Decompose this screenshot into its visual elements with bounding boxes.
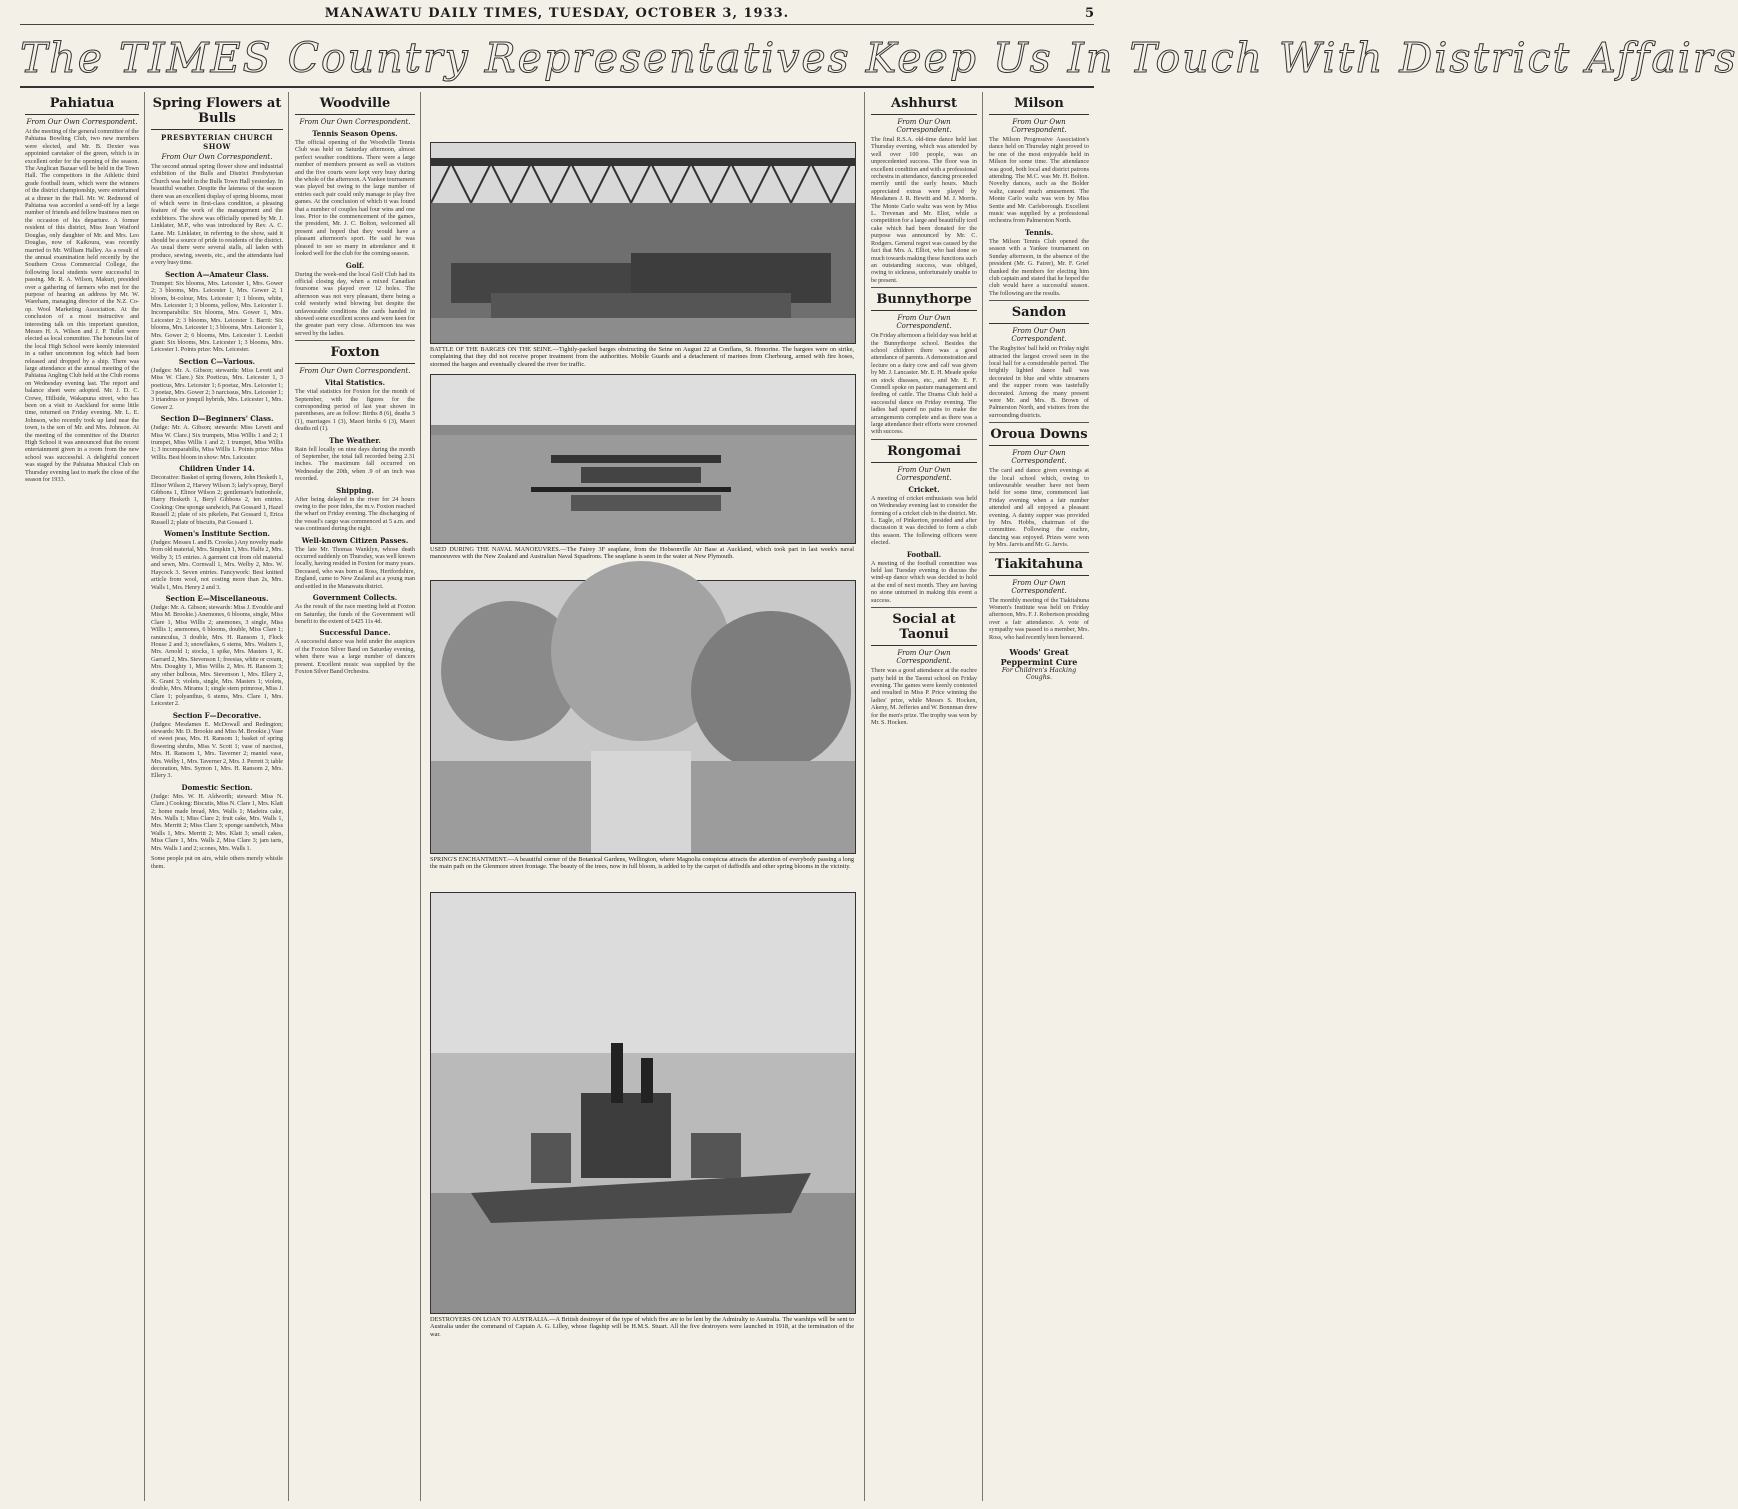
article-pahiatua: At the meeting of the general committee of the Pahiatua Bowling Club, two new members were elected, and Mr. B. Dexter was appointed caretaker of the green, which is in excellent order for the opening of the season. The Anglican Bazaar will be held in the Town Hall. The competitors in the Athletic third grade football team, which were the winners of the district championship, were entertained at a dinner in the Hall. Mr. W. Redmond of Pahiatua was accorded a send-off by a large number of friends and fellow business men on the occasion of his departure. A former resident of this district, Miss Jean Watford Douglas, only daughter of Mr. and Mrs. Leo Douglas, now of Kaikoura, was recently married to Mr. William Halley. As a result of the annual examination held recently by the Southern Cross Commercial College, the following local students were successful in passing. Mr. R. A. Wilson, Makuri, presided over a gathering of farmers who met for the purpose of hearing an address by Mr. W. Wareham, managing director of the N.Z. Co-op. Wool Marketing Association. At the conclusion of a most instructive and interesting talk on this important question, Messrs H. A. Wilson and J. P. Tullet were elected as local committee. The honours list of the local High School were keenly interested in a rather uncommon fog which had been released and dropped by a ship. There was large attendance at the annual meeting of the Pahiatua Angling Club held at the Club rooms on Wednesday evening last. The report and balance sheet were adopted. Mr. J. D. C. Crewe, Hillside, Wakapuna street, who has been on a visit to Auckland for some little time, returned on Friday evening. Mr. L. E. Johnson, who recently took up land near the town, is the son of Mr. and Mrs. Johnson. At the meeting of the committee of the District High School it was announced that the recent entertainment given in a room from the new school was successful. A delightful concert was staged by the Pahiatua Musical Club on Thursday evening last to mark the close of the season for 1933. [25, 128, 139, 484]
photo-destroyers [430, 892, 856, 1314]
bulls-section-c: Section C—Various. [178, 356, 256, 366]
photo-barges [430, 142, 856, 344]
rongomai-cricket-text: A meeting of cricket enthusiasts was held on Wednesday evening last to consider the forming of a cricket club in the district. Mr. L. Eagle, of Pinkerton, presided and after discussion it was decided to form a club this season. The following officers were elected. [871, 494, 977, 547]
divider [871, 287, 977, 288]
tiakitahuna-text: The monthly meeting of the Tiakitahuna Women's Institute was held on Friday afternoon, Mrs. F. J. Robertson presiding over a fair attendance. A vote of sympathy was passed to a member, Mrs. Ross, who had recently been bereaved. [989, 596, 1089, 641]
foxton-weather-text: Rain fell locally on nine days during the month of September, the total fall recorded being 2.31 inches. The maximum fall occurred on Wednesday the 20th, when .9 of an inch was recorded. [295, 445, 415, 483]
caption-seaplane: USED DURING THE NAVAL MANOEUVRES.—The Fairey 3F seaplane, from the Hobsonville Air Base at Auckland, which took part in last week's naval manoeuvres with the New Zealand and Australian Naval Squadrons. The seaplane is seen in the water at New Plymouth. [430, 546, 854, 561]
bulls-misc-text: (Judge: Mr. A. Gibson; stewards: Miss J. Evouble and Miss M. Brookie.) Anemones, 6 blooms, single, Miss Clare 1, Miss Willis 2; anemones, 3 single, Miss Willis 1; anemones, 6 blooms, double, Miss Clare 1; ranunculus, 3 double, Mrs. H. Ransom 1, Flock House 2 and 3; snowflakes, 6 stems, Mrs. Walters 1, Mrs. Arnold 1; stocks, 1 spike, Mrs. Masters 1, K. Garrard 2, Mrs. Stevenson 1; freesias, white or cream, Mrs. Doughty 1, Miss Willis 2, Mrs. H. Ransom 3; any other bulbous, Mrs. Stevenson 1, Mrs. Ellery 2, K. Grant 3; violets, single, Mrs. Masters 1; violets, double, Mrs. Mirams 1; single stem primrose, Miss J. Clare 1; polyanthus, 6 stems, Mrs. Clare 1, Mrs. Leicester 2. [151, 603, 283, 708]
foxton-vital-text: The vital statistics for Foxton for the month of September, with the figures for the corresponding period of last year shown in parentheses, are as follow: Births 8 (6), deaths 3 (1), marriages 1 (3), Maori births 6 (3), Maori deaths nil (1). [295, 388, 415, 433]
woodville-tennis: Tennis Season Opens. [312, 129, 398, 138]
sandon-text: The Rugbyites' ball held on Friday night attracted the largest crowd seen in the local hall for a considerable period. The brightly lighted dance hall was decorated in blue and white streamers and the supper room was tastefully decorated. Among the many present were Mr. and Mrs. B. Brown of Palmerston North, and visitors from the surrounding districts. [989, 345, 1089, 419]
bulls-section-c-text: (Judges: Mr. A. Gibson; stewards: Miss Levett and Miss W. Clare.) Six Poeticus, Mrs. Leicester 1, 3 poeticus, Mrs. Leicester 1; 6 poetaz, Mrs. Leicester 1; 3 poetaz, Mrs. Gower 2; 3 narcissus, Mrs. Leicester 1; 3 triandrus or jonquil hybrids, Mrs. Leicester 1, Mrs. Gower 2. [151, 366, 283, 411]
byline: From Our Own Correspondent. [1011, 118, 1067, 134]
oroua-text: The card and dance given evenings at the local school which, owing to unfavourable weather have not been held for some time, commenced last Friday evening when a fair number attended and all enjoyed a pleasant evening. A dainty supper was provided by Mrs. Hobbs, chairman of the committee. Following the euchre, dancing was enjoyed. Prizes were won by Mrs. Jarvis and Mr. G. Jarvis. [989, 467, 1089, 549]
caption-barges: BATTLE OF THE BARGES ON THE SEINE.—Tightly-packed barges obstructing the Seine on August 22 at Conflans, St. Honorine. The bargees were on strike, complaining that they did not receive proper treatment from the authorities. Mobile Guards and a detachment of marines from Cherbourg, armed with fire hoses, stormed the barges and eventually cleared the river for traffic. [430, 346, 854, 368]
foxton-dance-text: A successful dance was held under the auspices of the Foxton Silver Band on Saturday evening, when there was a large number of dancers present. Excellent music was supplied by the Foxton Silver Band Orchestra. [295, 638, 415, 675]
rongomai-football-text: A meeting of the football committee was held last Tuesday evening to discuss the wind-up dance which was decided to hold at the end of next month. They are having no stone unturned in making this event a success. [871, 559, 977, 604]
rongomai-football: Football. [906, 549, 942, 559]
divider [989, 422, 1089, 423]
column-milson [984, 92, 1094, 1501]
seaplane-image [431, 375, 855, 543]
photo-column [422, 92, 865, 1501]
taonui-text: There was a good attendance at the euchre party held in the Taonui school on Friday evening. The games were keenly contested and resulted in Miss P. Price winning the ladies' prize, while Messrs S. Hocken, Akeny, M. Jefferies and W. Bonnman drew for the men's prize. The trophy was won by Mr. S. Hocken. [871, 667, 977, 726]
rongomai-cricket: Cricket. [908, 484, 940, 494]
spring-image [431, 581, 855, 853]
caption-spring: SPRING'S ENCHANTMENT.—A beautiful corner of the Botanical Gardens, Wellington, where Magnolia conspicua attracts the attention of everybody passing a long the main path on the Glenmore street frontage. The beauty of the trees, now in full bloom, is added to by the carpet of daffodils and other spring blooms in the vicinity. [430, 856, 854, 871]
milson-tennis-text: The Milson Tennis Club opened the season with a Yankee tournament on Sunday afternoon, in the absence of the president (Mr. G. Fairer), Mr. F. Grief thanked the members for electing him club captain and stated that he hoped the club would have a successful season. The following are the results. [989, 237, 1089, 297]
bulls-section-a: Section A—Amateur Class. [165, 269, 269, 279]
headline-ashhurst: Ashhurst [871, 96, 977, 115]
byline: From Our Own Correspondent. [896, 649, 952, 666]
foxton-shipping-text: After being delayed in the river for 24 hours owing to the poor tides, the m.v. Foxton reached the wharf on Friday evening. The discharging of the vessel's cargo was commenced at 5 a.m. and was continued during the night. [295, 495, 415, 533]
bulls-decorative: Section F—Decorative. [172, 710, 262, 720]
byline: From Our Own Correspondent. [1011, 327, 1067, 344]
foxton-collects-text: As the result of the race meeting held at Foxton on Saturday, the funds of the Government will benefit to the extent of £425 11s 4d. [295, 603, 415, 625]
bulls-decorative-text: (Judges: Mesdames E. McDowall and Redington; stewards: Mr. D. Brookie and Miss M. Brookie.) Vase of sweet peas, Mrs. H. Ransom 1; basket of spring flowering shrubs, Miss V. Scott 1; vase of narcissi, Mrs. H. Ransom 1, Mrs. Taverner 2; mantel vase, Mrs. Welby 1, Mrs. Taverner 2, Mrs. J. Perrett 3; table decoration, Mrs. Symon 1, Mrs. H. Ransom 2, Mrs. Ellery 3. [151, 720, 283, 780]
bulls-children-text: Decorative: Basket of spring flowers, John Hesketh 1, Elinor Wilson 2, Harvey Wilson 3; lady's spray, Beryl Gibbons 1, Elinor Wilson 2; gentleman's buttonhole, Harry Hesketh 1, Beryl Gibbons 2, ten entries. Cooking: One sponge sandwich, Pat Gossard 1, Hazel Russell 2; plate of six pikelets, Pat Gossard 1, Erica Russell 2; plate of biscuits, Pat Gossard 1. [151, 474, 283, 526]
headline-pahiatua: Pahiatua [25, 96, 139, 115]
woodville-tennis-text: The official opening of the Woodville Tennis Club was held on Saturday afternoon, almost perfect weather conditions. There were a large number of members present as well as visitors and the five courts were kept very busy during the whole of the afternoon. A Yankee tournament was played but owing to the large number of entries each pair could only manage to play five games. At the conclusion of which it was found that a number of couples had four wins and one loss. Prior to the commencement of the games, the president, Mr. J. C. Bolton, welcomed all present and hoped that they would have a pleasant afternoon's sport. He said he was pleased to see so many in attendance and it looked well for the club for the coming season. [295, 139, 415, 258]
byline: From Our Own Correspondent. [299, 367, 411, 376]
photo-seaplane [430, 374, 856, 544]
milson-tennis: Tennis. [1024, 227, 1054, 237]
byline: From Our Own Correspondent. [896, 118, 952, 134]
divider [871, 439, 977, 440]
foxton-dance: Successful Dance. [319, 628, 391, 638]
bulls-womens: Women's Institute Section. [164, 529, 270, 539]
barges-image [431, 143, 855, 343]
headline-sandon: Sandon [989, 305, 1089, 324]
column-bulls [146, 92, 289, 1501]
divider [871, 607, 977, 608]
headline-taonui: Social at Taonui [871, 612, 977, 646]
foxton-shipping: Shipping. [336, 485, 374, 495]
bulls-footer-quip: Some people put on airs, while others merely whistle them. [151, 855, 283, 870]
divider [989, 300, 1089, 301]
byline: From Our Own Correspondent. [26, 118, 138, 126]
masthead-title: MANAWATU DAILY TIMES, TUESDAY, OCTOBER 3, 1933. [324, 6, 790, 21]
ashhurst-text: The final R.S.A. old-time dance held last Thursday evening, which was attended by well over 100 people, was an unprecedented success. The floor was in excellent condition and with a professional orchestra in attendance, dancing proceeded merrily until the early hours. Much appreciated extras were played by Mesdames J. R. Hewitt and M. J. Morris. The Monte Carlo waltz was won by Miss L. Trevenan and Mr. Eliot, while a competition for a large and beautifully iced cake which had been donated for the purpose was announced by Mr. C. Rodgers. General regret was caused by the fact that Mrs. A. Elliot, who had done so much towards making these functions such an outstanding success, was obliged, owing to sickness, unfortunately unable to be present. [871, 136, 977, 284]
banner-headline: The TIMES Country Representatives Keep Us In Touch With District Affairs [20, 30, 1094, 88]
foxton-collects: Government Collects. [312, 593, 398, 603]
destroyer-image [431, 893, 855, 1313]
headline-bunnythorpe: Bunnythorpe [871, 292, 977, 311]
masthead [20, 6, 1094, 25]
headline-rongomai: Rongomai [871, 444, 977, 463]
woodville-golf-text: During the week-end the local Golf Club had its official closing day, when a mixed Canadian foursome was played over 12 holes. The afternoon was not very pleasant, there being a cold westerly wind blowing but despite the unfavourable conditions the cards handed in showed some excellent scores and were keen for the greater part very close. Afternoon tea was served by the ladies. [295, 270, 415, 337]
headline-bulls: Spring Flowers at Bulls [151, 96, 283, 130]
bulls-section-d: Section D—Beginners' Class. [160, 414, 274, 424]
bulls-misc: Section E—Miscellaneous. [165, 593, 269, 603]
foxton-citizens-text: The late Mr. Thomas Wanklyn, whose death occurred suddenly on Thursday, was well known locally, having resided in Foxton for many years. Deceased, who was born at Ross, Hertfordshire, England, came to New Zealand as a young man and settled in the Manawatu district. [295, 545, 415, 590]
woodville-golf: Golf. [345, 260, 365, 270]
column-woodville-foxton [290, 92, 421, 1501]
bulls-domestic-text: (Judge: Mrs. W. H. Aldworth; steward: Miss N. Clare.) Cooking: Biscuits, Miss N. Clare 1, Mrs. Klatt 2; home made bread, Mrs. Walls 1; Madeira cake, Mrs. Walls 1; Miss Clare 2; fruit cake, Mrs. Walls 1, Mrs. Merritt 2; Miss Clare 3; sponge sandwich, Miss Walls 1, Mrs. Merritt 2; Mrs. Klatt 3; small cakes, Miss Clare 1, Mrs. Walls 2, Miss Clare 3; jam tarts, Mrs. Walls 1 and 2; scones, Mrs. Walls 1. [151, 792, 283, 852]
foxton-vital: Vital Statistics. [324, 378, 386, 388]
caption-destroyers: DESTROYERS ON LOAN TO AUSTRALIA.—A British destroyer of the type of which five are to be lent by the Admiralty to Australia. The warships will be sent to Australia under the command of Captain A. G. Lilley, whose flagship will be H.M.S. Stuart. All the five destroyers were launched in 1918, at the termination of the war. [430, 1316, 854, 1338]
headline-oroua-downs: Oroua Downs [989, 427, 1089, 446]
column-ashhurst [866, 92, 983, 1501]
headline-milson: Milson [989, 96, 1089, 115]
bunnythorpe-text: On Friday afternoon a field day was held at the Bunnythorpe school. Besides the school children there was a good attendance of parents. A demonstration and lecture on a dairy cow and calf was given by Mr. J. Lancaster. Mr. E. H. Meade spoke on stock diseases, etc., and Mr. E. F. Connell spoke on pasture management and feeding of cattle. The Drama Club held a successful dance on Friday evening. The ladies had spared no pains to make the arrangements complete and as there was a large attendance their efforts were crowned with success. [871, 332, 977, 436]
subhead-bulls: PRESBYTERIAN CHURCH SHOW [161, 133, 273, 151]
bulls-intro: The second annual spring flower show and industrial exhibition of the Bulls and District Presbyterian Church was held in the Bulls Town Hall yesterday. In beautiful weather. Despite the lateness of the season there was an excellent display of spring blooms, most of which were in first-class condition, a pleasing feature of the work of the management and the exhibitors. The show was officially opened by Mr. J. Linklater, M.P., who was introduced by Rev. A. C. Lane. Mr. Linklater, in referring to the show, said it should be a source of pride to residents of the district. As usual there were several stalls, all laden with produce, sewing, sweets, etc., and the attendants had a very busy time. [151, 163, 283, 267]
headline-woodville: Woodville [295, 96, 415, 115]
page-number: 5 [1084, 6, 1094, 21]
foxton-citizens: Well-known Citizen Passes. [301, 535, 409, 545]
divider [295, 340, 415, 341]
byline: From Our Own Correspondent. [299, 118, 411, 126]
photo-spring [430, 580, 856, 854]
byline: From Our Own Correspondent. [161, 153, 273, 161]
bulls-section-a-text: Trumpet: Six blooms, Mrs. Leicester 1, Mrs. Gower 2; 3 blooms, Mrs. Leicester 1, Mrs. Gower 2; 1 bloom, bi-colour, Mrs. Leicester 1; 1 bloom, white, Mrs. Leicester 1; 3 blooms, yellow, Mrs. Leicester 1. Incomparabilis: Six blooms, Mrs. Gower 1, Mrs. Leicester 2; 3 blooms, Mrs. Leicester 1. Barrii: Six blooms, Mrs. Leicester 1; 3 blooms, Mrs. Leicester 1, Mrs. Gower 2; 6 blooms, Mrs. Leicester 1. Leedsii giant: Six blooms, Mrs. Leicester 1; 3 blooms, Mrs. Leicester 1. Points prize: Mrs. Leicester. [151, 279, 283, 354]
bulls-section-d-text: (Judge: Mr. A. Gibson; stewards: Miss Levett and Miss W. Clare.) Six trumpets, Miss Willis 1 and 2; 1 trumpet, Miss Willis 1 and 2; 1 trumpet, Miss Willis 1; 3 incomparabilis, Miss Willis 1. Points prize: Miss Willis. Best bloom in show: Mrs. Leicester. [151, 424, 283, 461]
milson-text: The Milson Progressive Association's dance held on Thursday night proved to be one of the most enjoyable held in Milson for some time. The attendance was good, both local and district patrons attending. The M.C. was Mr. H. Bolton. Novelty dances, such as the Bolder waltz, caused much amusement. The Monte Carlo waltz was won by Miss Sentie and Mr. Carlsborough. Excellent music was supplied by a professional orchestra from Palmerston North. [989, 136, 1089, 225]
bulls-womens-text: (Judges: Messes I. and B. Crooke.) Any novelty made from old material, Mrs. Simpkin 1, Mrs. Halfe 2, Mrs. Welby 3; 15 entries. A garment cut from old material and sewn, Mrs. Cornwall 1, Mrs. Welby 2, Mrs. W. Haycock 3. Seven entries. Fancywork: Best knitted article from wool, not costing more than 2s, Mrs. Walls 1, Mrs. Henry 2 and 3. [151, 539, 283, 591]
byline: From Our Own Correspondent. [1011, 449, 1067, 466]
bulls-children: Children Under 14. [179, 464, 255, 474]
headline-tiakitahuna: Tiakitahuna [989, 557, 1089, 576]
headline-foxton: Foxton [295, 345, 415, 364]
byline: From Our Own Correspondent. [1011, 578, 1067, 595]
byline: From Our Own Correspondent. [896, 314, 952, 331]
divider [989, 552, 1089, 553]
column-pahiatua [20, 92, 145, 1501]
advert-title: Woods' Great Peppermint Cure [1000, 647, 1078, 668]
advert-subtitle: For Children's Hacking Coughs. [1001, 667, 1077, 682]
byline: From Our Own Correspondent. [896, 465, 952, 482]
foxton-weather: The Weather. [329, 435, 381, 445]
bulls-domestic: Domestic Section. [181, 782, 253, 792]
